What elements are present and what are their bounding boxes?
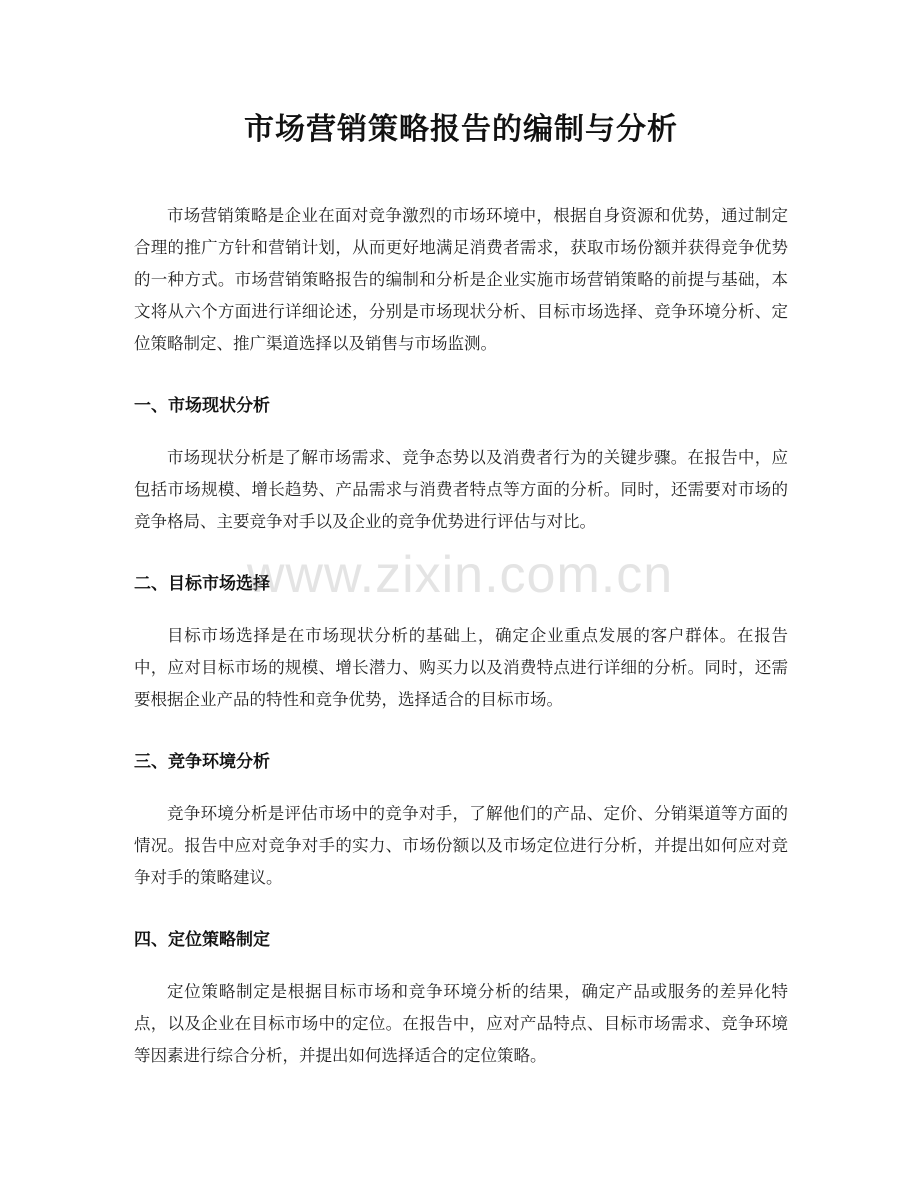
section-heading-2: 二、目标市场选择 <box>134 574 270 594</box>
intro-paragraph: 市场营销策略是企业在面对竞争激烈的市场环境中，根据自身资源和优势，通过制定合理的推广方针和营销计划，从而更好地满足消费者需求，获取市场份额并获得竞争优势的一种方式。市场营销策略报告的编制和分析是企业实施市场营销策略的前提与基础，本文将从六个方面进行详细论述，分别是市场现状分析、目标市场选择、竞争环境分析、定位策略制定、推广渠道选择以及销售与市场监测。 <box>134 206 788 353</box>
section-body-2: 目标市场选择是在市场现状分析的基础上，确定企业重点发展的客户群体。在报告中，应对目标市场的规模、增长潜力、购买力以及消费特点进行详细的分析。同时，还需要根据企业产品的特性和竞争优势，选择适合的目标市场。 <box>134 626 788 709</box>
section-heading-3: 三、竞争环境分析 <box>134 752 270 772</box>
section-body-1: 市场现状分析是了解市场需求、竞争态势以及消费者行为的关键步骤。在报告中，应包括市场规模、增长趋势、产品需求与消费者特点等方面的分析。同时，还需要对市场的竞争格局、主要竞争对手以及企业的竞争优势进行评估与对比。 <box>134 448 788 531</box>
section-heading-4: 四、定位策略制定 <box>134 930 270 950</box>
section-body-4: 定位策略制定是根据目标市场和竞争环境分析的结果，确定产品或服务的差异化特点，以及企业在目标市场中的定位。在报告中，应对产品特点、目标市场需求、竞争环境等因素进行综合分析，并提出如何选择适合的定位策略。 <box>134 982 788 1065</box>
watermark-text: www.zixin.com.cn <box>246 546 674 604</box>
section-body-3: 竞争环境分析是评估市场中的竞争对手，了解他们的产品、定价、分销渠道等方面的情况。报告中应对竞争对手的实力、市场份额以及市场定位进行分析，并提出如何应对竞争对手的策略建议。 <box>134 804 788 887</box>
section-heading-1: 一、市场现状分析 <box>134 396 270 416</box>
document-title: 市场营销策略报告的编制与分析 <box>244 112 678 147</box>
